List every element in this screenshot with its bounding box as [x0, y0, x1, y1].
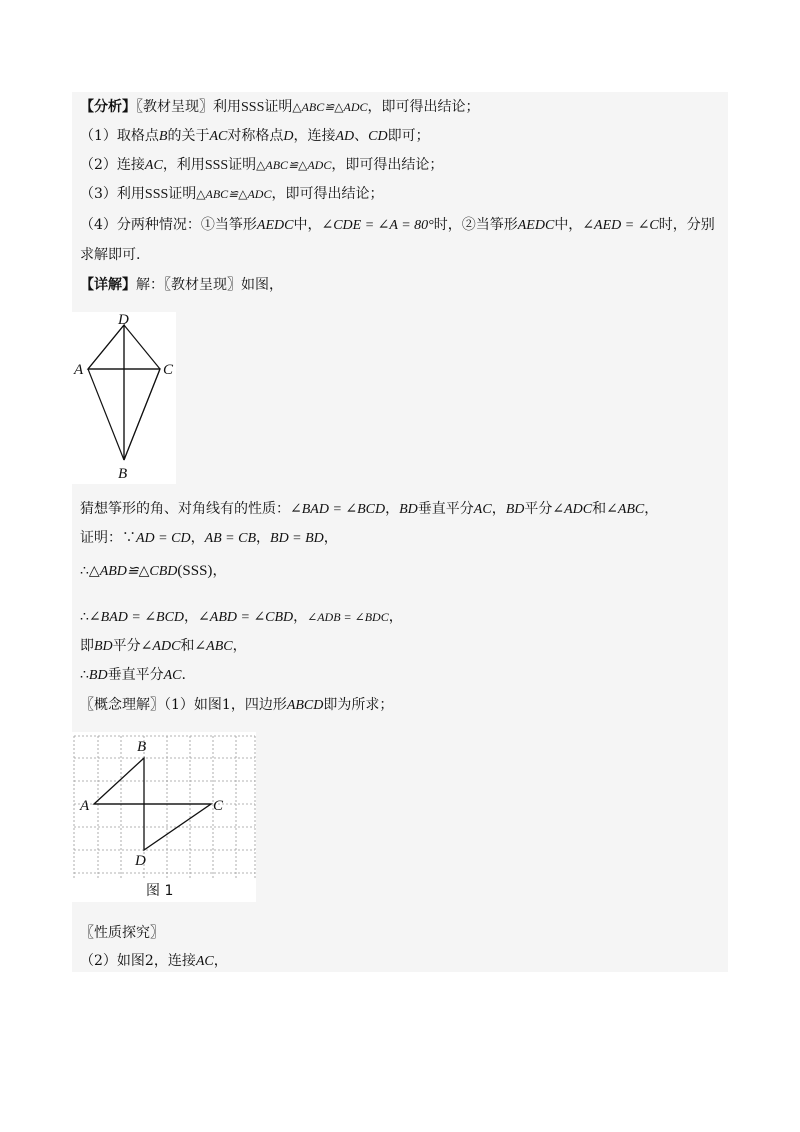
text: ，利用	[162, 157, 205, 173]
side-cb	[124, 369, 160, 460]
perpendicular-bisector-line	[80, 666, 186, 685]
analysis-item-1	[80, 127, 430, 146]
label-a: A	[74, 362, 84, 378]
bisector-line	[80, 637, 247, 656]
text: ，	[388, 609, 403, 625]
label-c: C	[163, 362, 174, 378]
text: (SSS)	[177, 563, 213, 579]
formula: △ABD≌△CBD	[88, 564, 178, 579]
text: （1）取格点	[80, 128, 159, 144]
text: 和∠	[180, 638, 207, 654]
therefore-angles-line	[80, 608, 403, 627]
concept-line	[80, 696, 393, 715]
side-dc	[124, 325, 160, 369]
text: 时，②当筝形	[433, 217, 518, 233]
formula: BD	[399, 502, 418, 517]
text: 〖教材呈现〗利用	[136, 99, 241, 115]
text: ，	[190, 530, 205, 546]
formula: AC	[473, 502, 492, 517]
text: 即可；	[387, 128, 430, 144]
text: 、	[354, 128, 369, 144]
text: ，	[256, 530, 271, 546]
solution-content	[72, 92, 728, 972]
formula: △ABC≌△ADC	[256, 158, 332, 172]
label-a: A	[80, 798, 90, 814]
formula: D	[283, 129, 294, 144]
formula: CD	[368, 129, 388, 144]
label-c: C	[213, 798, 224, 814]
formula: BD	[505, 502, 525, 517]
formula: AB = CB	[204, 531, 257, 546]
figure-caption: 图 1	[146, 883, 174, 899]
formula: AEDC	[517, 218, 555, 233]
text: 即	[80, 638, 94, 654]
formula: AC	[195, 954, 214, 969]
text: 时，分别	[658, 217, 715, 233]
formula: AC	[144, 158, 163, 173]
formula: ∠BAD = ∠BCD	[290, 502, 386, 517]
text: 即为所求；	[323, 697, 394, 713]
text: 平分∠	[524, 501, 565, 517]
text: ，	[644, 501, 659, 517]
text: 平分∠	[112, 638, 153, 654]
text: 垂直平分	[107, 667, 164, 683]
formula: △ABC≌△ADC	[292, 100, 368, 114]
text: ，	[323, 530, 338, 546]
property-heading	[80, 924, 164, 942]
text: 证明	[168, 186, 197, 202]
text: （2）连接	[80, 157, 145, 173]
analysis-intro	[80, 98, 480, 117]
formula: ABC	[206, 639, 233, 654]
formula: ∠ADB = ∠BDC	[307, 610, 389, 624]
formula: ADC	[564, 502, 593, 517]
text: （3）利用	[80, 186, 145, 202]
text: 证明	[264, 99, 293, 115]
formula: ∠AED = ∠C	[582, 218, 659, 233]
text: ，	[491, 501, 506, 517]
text: 的关于	[167, 128, 210, 144]
formula: ∠CDE = ∠A = 80°	[321, 218, 434, 233]
formula: ∠BAD = ∠BCD	[88, 610, 185, 625]
text: 〖性质探究〗	[80, 925, 164, 941]
grid-lines	[74, 736, 255, 880]
text: ，即可得出结论；	[367, 99, 480, 115]
label-d: D	[118, 312, 129, 328]
text: 〖概念理解〗（1）如图1，四边形	[80, 697, 287, 713]
text: 证明：∵	[80, 530, 136, 546]
text: SSS	[241, 100, 265, 115]
analysis-item-4-cont	[80, 246, 140, 264]
text: ∴	[80, 563, 89, 579]
figure-1	[72, 732, 256, 902]
therefore-congruent-line	[80, 562, 226, 581]
formula: BD	[94, 639, 113, 654]
analysis-item-2	[80, 156, 443, 175]
text: SSS	[144, 187, 169, 202]
formula: BD = BD	[270, 531, 324, 546]
formula: B	[158, 129, 168, 144]
kite-figure	[72, 312, 176, 484]
text: ，	[212, 563, 227, 579]
grid-kite-diagram	[72, 732, 256, 902]
side-da	[88, 325, 124, 369]
text: 猜想筝形的角、对角线有的性质：	[80, 501, 290, 517]
text: ，即可得出结论；	[271, 186, 384, 202]
label-b: B	[137, 739, 147, 755]
text: ，连接	[293, 128, 336, 144]
text: 证明	[228, 157, 257, 173]
text: ∴	[80, 609, 89, 625]
formula: ADC	[152, 639, 181, 654]
text: SSS	[204, 158, 229, 173]
text: ，	[293, 609, 308, 625]
text: 对称格点	[227, 128, 284, 144]
label-b: B	[118, 466, 128, 482]
detail-intro	[80, 276, 283, 294]
analysis-heading: 【分析】	[80, 99, 136, 115]
text: ，	[184, 609, 199, 625]
text: ，即可得出结论；	[331, 157, 444, 173]
text: ，	[213, 953, 228, 969]
property-line	[80, 952, 228, 971]
text: .	[181, 667, 186, 683]
text: 垂直平分	[417, 501, 474, 517]
text: 中，	[554, 217, 583, 233]
text: ，	[232, 638, 247, 654]
analysis-item-4	[80, 216, 715, 235]
formula: AEDC	[256, 218, 294, 233]
text: 和∠	[592, 501, 618, 517]
formula: AD	[335, 129, 355, 144]
text: 求解即可.	[80, 247, 141, 263]
formula: BD	[88, 668, 108, 683]
text: 解：〖教材呈现〗如图，	[136, 277, 283, 293]
formula: AD = CD	[136, 531, 191, 546]
guess-line	[80, 500, 658, 519]
formula: ABC	[617, 502, 645, 517]
proof-line	[80, 529, 338, 548]
text: （2）如图2，连接	[80, 953, 196, 969]
formula: AC	[209, 129, 228, 144]
text: ，	[385, 501, 400, 517]
formula: AC	[163, 668, 182, 683]
side-ab	[88, 369, 124, 460]
label-d: D	[135, 853, 146, 869]
formula: ABCD	[286, 698, 324, 713]
formula: △ABC≌△ADC	[196, 187, 272, 201]
detail-heading: 【详解】	[80, 277, 136, 293]
kite-diagram	[72, 312, 176, 484]
text: （4）分两种情况：①当筝形	[80, 217, 257, 233]
formula: ∠ABD = ∠CBD	[198, 610, 294, 625]
analysis-item-3	[80, 185, 383, 204]
text: 中，	[293, 217, 322, 233]
text: ∴	[80, 667, 89, 683]
